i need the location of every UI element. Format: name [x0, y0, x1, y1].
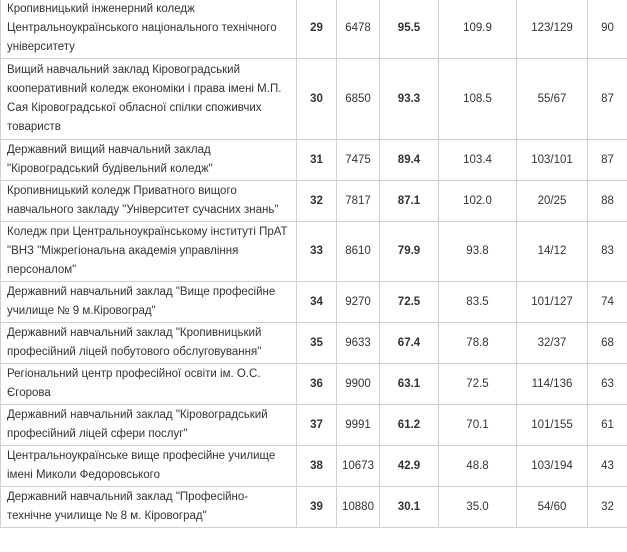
total-rank-cell: 10880 [337, 487, 380, 528]
table-row [1, 446, 627, 487]
ratio-cell: 55/67 [517, 59, 588, 140]
ratio-cell: 54/60 [517, 487, 588, 528]
ratio-cell: 14/12 [517, 222, 588, 282]
table-row [1, 323, 627, 364]
value-cell: 35.0 [439, 487, 517, 528]
score-cell: 42.9 [380, 446, 439, 487]
table-row [1, 181, 627, 222]
institution-name: Державний навчальний заклад "Професійно-технічне училище № 8 м. Кіровоград" [1, 487, 297, 528]
institution-name: Державний навчальний заклад "Вище професійне училище № 9 м.Кіровоград" [1, 282, 297, 323]
institution-name: Центральноукраїнське вище професійне училище імені Миколи Федоровського [1, 446, 297, 487]
score-cell: 61.2 [380, 405, 439, 446]
value-cell: 103.4 [439, 140, 517, 181]
total-rank-cell: 9270 [337, 282, 380, 323]
value-cell: 78.8 [439, 323, 517, 364]
institution-name: Державний вищий навчальний заклад "Кіровоградський будівельний коледж" [1, 140, 297, 181]
percent-cell: 88 [588, 181, 627, 222]
rank-cell: 34 [297, 282, 337, 323]
institution-name: Кропивницький інженерний коледж Центральноукраїнського національного технічного університету [1, 0, 297, 59]
table-row [1, 140, 627, 181]
total-rank-cell: 7475 [337, 140, 380, 181]
value-cell: 83.5 [439, 282, 517, 323]
score-cell: 93.3 [380, 59, 439, 140]
score-cell: 63.1 [380, 364, 439, 405]
ratio-cell: 101/155 [517, 405, 588, 446]
table-row [1, 364, 627, 405]
score-cell: 72.5 [380, 282, 439, 323]
percent-cell: 74 [588, 282, 627, 323]
total-rank-cell: 9900 [337, 364, 380, 405]
score-cell: 95.5 [380, 0, 439, 59]
rank-cell: 33 [297, 222, 337, 282]
rank-cell: 32 [297, 181, 337, 222]
rank-cell: 38 [297, 446, 337, 487]
table-row [1, 0, 627, 59]
percent-cell: 61 [588, 405, 627, 446]
institution-name: Вищий навчальний заклад Кіровоградський кооперативний коледж економіки і права імені М.П. Сая Кіровоградської обласної спілки споживчих товариств [1, 59, 297, 140]
rank-cell: 36 [297, 364, 337, 405]
rank-cell: 35 [297, 323, 337, 364]
rank-cell: 31 [297, 140, 337, 181]
table-body [1, 0, 627, 528]
institution-name: Державний навчальний заклад "Кропивницький професійний ліцей побутового обслуговування" [1, 323, 297, 364]
percent-cell: 68 [588, 323, 627, 364]
percent-cell: 83 [588, 222, 627, 282]
table-row [1, 405, 627, 446]
percent-cell: 87 [588, 140, 627, 181]
percent-cell: 90 [588, 0, 627, 59]
value-cell: 93.8 [439, 222, 517, 282]
ratio-cell: 32/37 [517, 323, 588, 364]
score-cell: 89.4 [380, 140, 439, 181]
total-rank-cell: 7817 [337, 181, 380, 222]
percent-cell: 87 [588, 59, 627, 140]
total-rank-cell: 8610 [337, 222, 380, 282]
percent-cell: 63 [588, 364, 627, 405]
rank-cell: 29 [297, 0, 337, 59]
value-cell: 48.8 [439, 446, 517, 487]
total-rank-cell: 10673 [337, 446, 380, 487]
score-cell: 67.4 [380, 323, 439, 364]
rank-cell: 39 [297, 487, 337, 528]
table-row [1, 222, 627, 282]
ratio-cell: 103/194 [517, 446, 588, 487]
institution-name: Кропивницький коледж Приватного вищого навчального закладу "Університет сучасних знань" [1, 181, 297, 222]
ratio-cell: 20/25 [517, 181, 588, 222]
score-cell: 79.9 [380, 222, 439, 282]
value-cell: 70.1 [439, 405, 517, 446]
total-rank-cell: 6478 [337, 0, 380, 59]
total-rank-cell: 6850 [337, 59, 380, 140]
total-rank-cell: 9633 [337, 323, 380, 364]
institution-name: Державний навчальний заклад "Кіровоградський професійний ліцей сфери послуг" [1, 405, 297, 446]
table-row [1, 59, 627, 140]
value-cell: 109.9 [439, 0, 517, 59]
institution-name: Коледж при Центральноукраїнському інституті ПрАТ "ВНЗ "Міжрегіональна академія управління персоналом" [1, 222, 297, 282]
score-cell: 87.1 [380, 181, 439, 222]
percent-cell: 43 [588, 446, 627, 487]
table-row [1, 487, 627, 528]
rank-cell: 37 [297, 405, 337, 446]
institution-name: Регіональний центр професійної освіти ім. О.С. Єгорова [1, 364, 297, 405]
ratio-cell: 114/136 [517, 364, 588, 405]
value-cell: 102.0 [439, 181, 517, 222]
percent-cell: 32 [588, 487, 627, 528]
value-cell: 108.5 [439, 59, 517, 140]
ratio-cell: 101/127 [517, 282, 588, 323]
total-rank-cell: 9991 [337, 405, 380, 446]
table-row [1, 282, 627, 323]
ratio-cell: 103/101 [517, 140, 588, 181]
ratio-cell: 123/129 [517, 0, 588, 59]
rank-cell: 30 [297, 59, 337, 140]
score-cell: 30.1 [380, 487, 439, 528]
value-cell: 72.5 [439, 364, 517, 405]
